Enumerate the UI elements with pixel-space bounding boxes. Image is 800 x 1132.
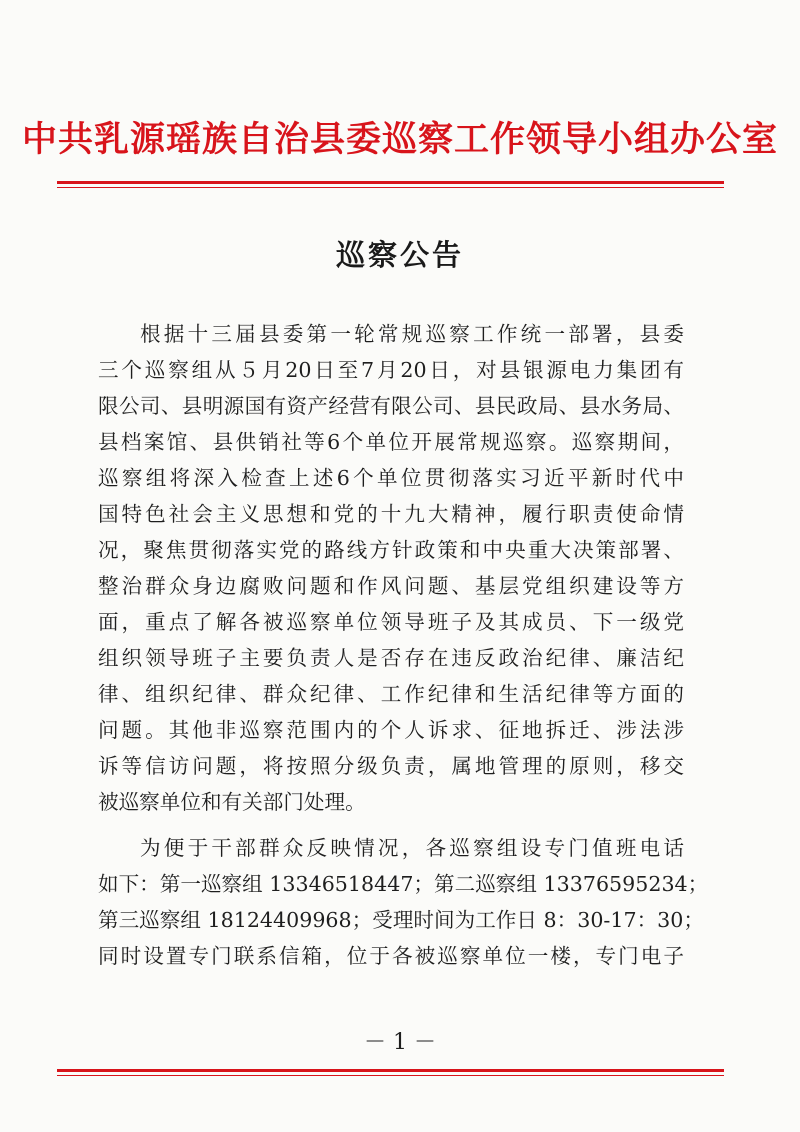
footer-red-rule-thin — [57, 1075, 724, 1076]
text-line: 县档案馆、县供销社等6个单位开展常规巡察。巡察期间， — [98, 430, 684, 454]
text-line: 问题。其他非巡察范围内的个人诉求、征地拆迁、涉法涉 — [98, 718, 684, 742]
text-line: 如下：第一巡察组 13346518447；第二巡察组 13376595234； — [98, 872, 709, 896]
document-title: 巡察公告 — [335, 238, 464, 272]
text-line: 被巡察单位和有关部门处理。 — [98, 790, 366, 814]
text-line: 根据十三届县委第一轮常规巡察工作统一部署，县委 — [140, 322, 684, 346]
text-line: 诉等信访问题，将按照分级负责，属地管理的原则，移交 — [98, 754, 684, 778]
text-line: 况，聚焦贯彻落实党的路线方针政策和中央重大决策部署、 — [98, 538, 684, 562]
header-red-rule-thin — [57, 187, 724, 188]
paragraph-spacer — [98, 820, 684, 830]
text-line: 律、组织纪律、群众纪律、工作纪律和生活纪律等方面的 — [98, 682, 684, 706]
text-line: 整治群众身边腐败问题和作风问题、基层党组织建设等方 — [98, 574, 684, 598]
footer-red-rule-thick — [57, 1069, 724, 1072]
issuing-organization-header: 中共乳源瑶族自治县委巡察工作领导小组办公室 — [21, 119, 778, 160]
text-line: 面，重点了解各被巡察单位领导班子及其成员、下一级党 — [98, 610, 684, 634]
text-line: 为便于干部群众反映情况，各巡察组设专门值班电话 — [140, 836, 684, 860]
text-line: 国特色社会主义思想和党的十九大精神，履行职责使命情 — [98, 502, 684, 526]
paragraph-1 — [98, 316, 684, 820]
text-line: 限公司、县明源国有资产经营有限公司、县民政局、县水务局、 — [98, 394, 684, 418]
text-line: 组织领导班子主要负责人是否存在违反政治纪律、廉洁纪 — [98, 646, 684, 670]
text-line: 第三巡察组 18124409968；受理时间为工作日 8：30-17：30； — [98, 908, 704, 932]
text-line: 同时设置专门联系信箱，位于各被巡察单位一楼，专门电子 — [98, 944, 684, 968]
page-number: － 1 － — [364, 1030, 436, 1055]
document-body — [98, 316, 709, 974]
text-line: 巡察组将深入检查上述6个单位贯彻落实习近平新时代中 — [98, 466, 684, 490]
text-line: 三个巡察组从５月20日至7月20日，对县银源电力集团有 — [98, 358, 684, 382]
paragraph-2 — [98, 830, 709, 974]
header-red-rule-thick — [57, 181, 724, 184]
